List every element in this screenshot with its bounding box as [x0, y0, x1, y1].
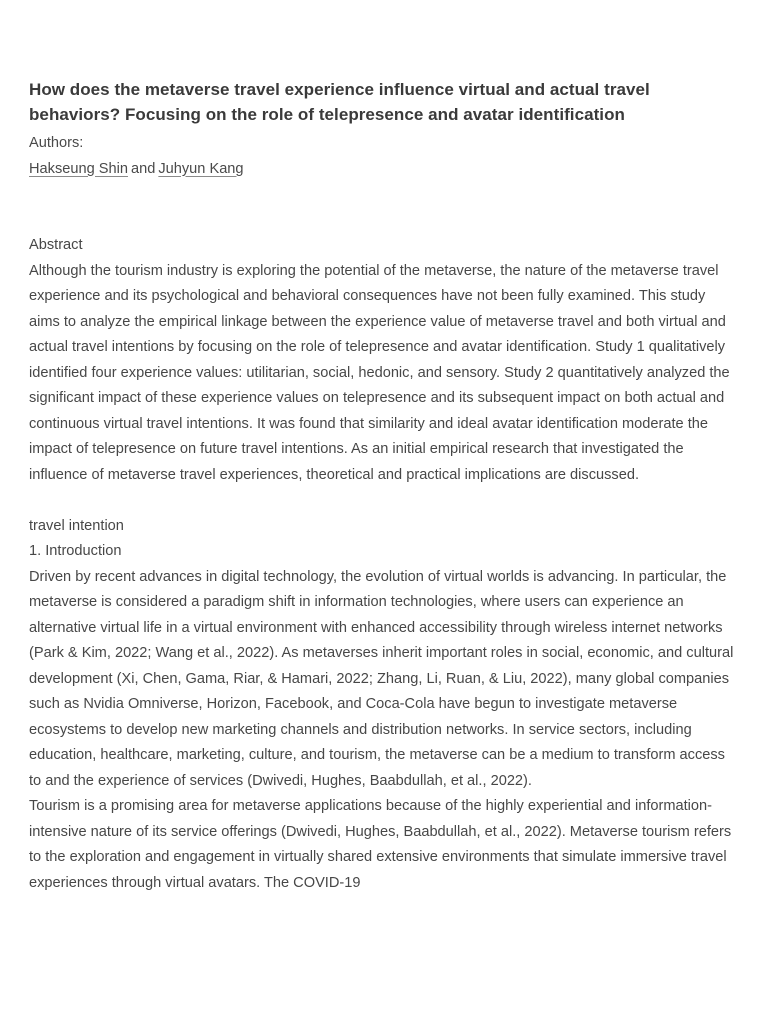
abstract-text: Although the tourism industry is exploring the potential of the metaverse, the nature of the metaverse travel experience and its psychological and behavioral consequences have not been fully examined. This study aims to analyze the empirical linkage between the experience value of metaverse travel and both virtual and actual travel intentions by focusing on the role of telepresence and avatar identification. Study 1 qualitatively identified four experience values: utilitarian, social, hedonic, and sensory. Study 2 quantitatively analyzed the significant impact of these experience values on telepresence and its subsequent impact on both actual and continuous virtual travel intentions. It was found that similarity and ideal avatar identification moderate the impact of telepresence on future travel intentions. As an initial empirical research that investigated the influence of metaverse travel experiences, theoretical and practical implications are discussed. — [29, 262, 730, 483]
abstract-section — [29, 233, 738, 896]
author-link-juhyun-kang[interactable]: Juhyun Kang — [158, 160, 244, 177]
author-list — [29, 157, 738, 183]
section-heading-introduction: 1. Introduction — [29, 543, 122, 559]
section-spacer — [29, 182, 738, 233]
abstract-heading: Abstract — [29, 237, 83, 253]
authors-label: Authors: — [29, 135, 84, 151]
keyword: travel intention — [29, 517, 124, 534]
intro-paragraph-1: Driven by recent advances in digital technology, the evolution of virtual worlds is advancing. In particular, the metaverse is considered a paradigm shift in information technologies, where users can experience an alternative virtual life in a virtual environment with enhanced accessibility through wireless internet networks (Park & Kim, 2022; Wang et al., 2022). As metaverses inherit important roles in social, economic, and cultural development (Xi, Chen, Gama, Riar, & Hamari, 2022; Zhang, Li, Ruan, & Liu, 2022), many global companies such as Nvidia Omniverse, Horizon, Facebook, and Coca-Cola have begun to investigate metaverse ecosystems to develop new marketing channels and distribution networks. In service sectors, including education, healthcare, marketing, culture, and tourism, the metaverse can be a medium to transform access to and the experience of services (Dwivedi, Hughes, Baabdullah, et al., 2022). — [29, 568, 734, 789]
paper-title: How does the metaverse travel experience influence virtual and actual travel behaviors? Focusing on the role of telepresence and avatar identification — [29, 80, 650, 124]
author-link-hakseung-shin[interactable]: Hakseung Shin — [29, 160, 128, 177]
intro-paragraph-2: Tourism is a promising area for metaverse applications because of the highly experiential and information-intensive nature of its service offerings (Dwivedi, Hughes, Baabdullah, et al., 2022). Metaverse tourism refers to the exploration and engagement in virtually shared extensive environments that simulate immersive travel experiences through virtual avatars. The COVID-19 — [29, 798, 732, 891]
author-separator: and — [130, 160, 156, 177]
line-spacer — [29, 488, 738, 514]
